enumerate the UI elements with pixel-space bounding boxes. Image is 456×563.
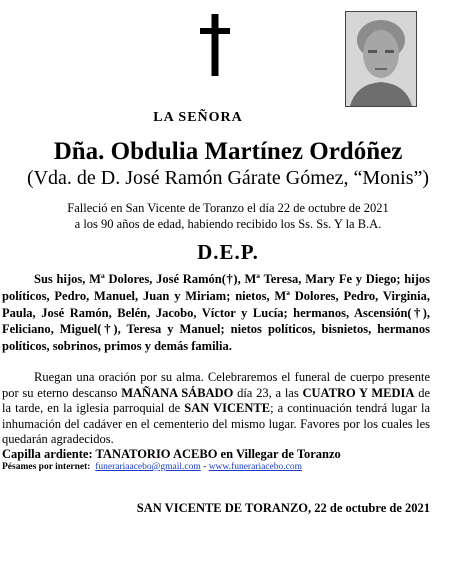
capilla-ardiente: Capilla ardiente: TANATORIO ACEBO en Villegar de Toranzo — [2, 447, 341, 461]
death-notice-line1: Falleció en San Vicente de Toranzo el día 22 de octubre de 2021 — [67, 201, 389, 215]
pesames-separator: - — [203, 462, 207, 472]
pesames-label: Pésames por internet: — [2, 462, 91, 472]
funeral-time: CUATRO Y MEDIA — [302, 385, 415, 400]
funeral-day: MAÑANA SÁBADO — [121, 385, 234, 400]
dep-heading: D.E.P. — [197, 240, 259, 264]
place-date-footer: SAN VICENTE DE TORANZO, 22 de octubre de 2021 — [136, 501, 430, 515]
title-prefix: LA SEÑORA — [153, 110, 243, 125]
latin-cross-icon — [200, 14, 230, 76]
death-notice-line2: a los 90 años de edad, habiendo recibido los Ss. Ss. Y la B.A. — [74, 217, 382, 231]
portrait-photo — [345, 11, 417, 107]
death-notice — [0, 200, 456, 232]
pesames-line — [2, 462, 302, 472]
widow-of-line: (Vda. de D. José Ramón Gárate Gómez, “Monis”) — [26, 167, 430, 189]
funeral-church: SAN VICENTE — [184, 401, 271, 415]
family-paragraph: Sus hijos, Mª Dolores, José Ramón(†), Mª Teresa, Mary Fe y Diego; hijos políticos, Pedro, Manuel, Juan y Miriam; nietos, Mª Dolores, Pedro, Virginia, Paula, José Ramón, Belén, Jacobo, Víctor y Lucía; hermanos, Ascensión(†), Feliciano, Miguel(†), Teresa y Manuel; nietos políticos, bisnietos, hermanos políticos, sobrinos, primos y demás familia. — [2, 272, 430, 354]
funeral-paragraph: Ruegan una oración por su alma. Celebraremos el funeral de cuerpo presente por su eterno descanso MAÑANA SÁBADO día 23, a las CUATRO Y MEDIA de la tarde, en la iglesia parroquial de SAN VICENTE; a continuación tendrá lugar la inhumación del cadáver en el cementerio del mismo lugar. Favores por los cuales les quedarán agradecidos. — [2, 370, 430, 446]
website-link[interactable]: www.funerariacebo.com — [208, 462, 302, 472]
deceased-name: Dña. Obdulia Martínez Ordóñez — [53, 138, 403, 165]
email-link[interactable]: funerariaacebo@gmail.com — [95, 462, 201, 472]
